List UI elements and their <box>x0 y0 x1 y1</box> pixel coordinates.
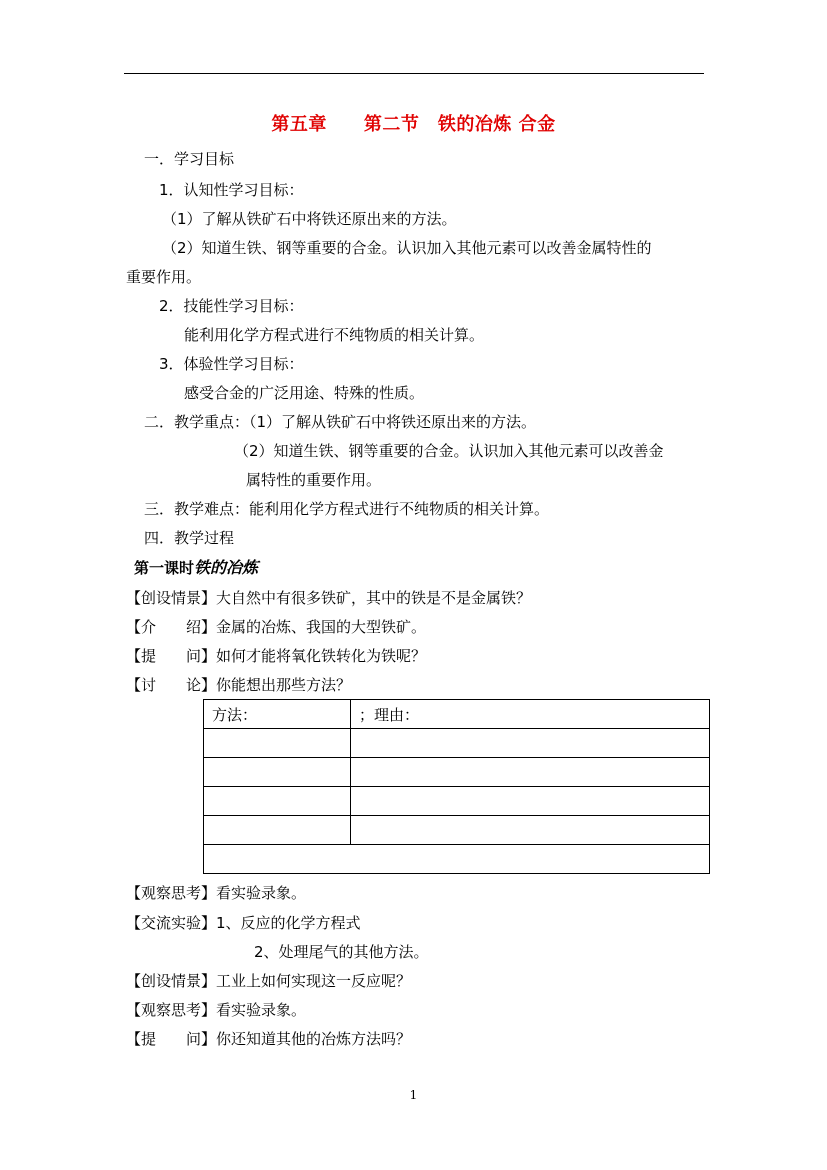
process-item-3-text: 如何才能将氧化铁转化为铁呢？ <box>216 647 427 665</box>
process-item-3-label: 【提 问】 <box>126 647 217 665</box>
reason-cell[interactable] <box>351 729 710 758</box>
objectives-heading: 一．学习目标 <box>144 150 235 168</box>
merged-cell[interactable] <box>204 845 710 874</box>
cognitive-item-2: （2）知道生铁、钢等重要的合金。认识加入其他元素可以改善金属特性的 <box>162 239 652 257</box>
lesson-prefix: 第一课时 <box>134 559 195 577</box>
methods-table <box>203 699 710 874</box>
reason-cell[interactable] <box>351 758 710 787</box>
process-item-4-label: 【讨 论】 <box>126 676 217 694</box>
after-table-item-2: 【交流实验】1、反应的化学方程式 <box>126 914 361 932</box>
cognitive-heading: 1．认知性学习目标： <box>159 181 304 199</box>
table-row <box>204 787 710 816</box>
after-table-item-5-label: 【提 问】 <box>126 1030 217 1048</box>
table-row <box>204 816 710 845</box>
cognitive-item-1: （1）了解从铁矿石中将铁还原出来的方法。 <box>162 210 457 228</box>
skill-item-1: 能利用化学方程式进行不纯物质的相关计算。 <box>184 326 485 344</box>
header-rule <box>124 73 704 74</box>
method-cell[interactable] <box>204 758 351 787</box>
after-table-item-1: 【观察思考】看实验录象。 <box>126 884 307 902</box>
process-item-1: 【创设情景】大自然中有很多铁矿，其中的铁是不是金属铁？ <box>126 589 532 607</box>
experience-heading: 3．体验性学习目标： <box>159 355 304 373</box>
key-points-line-2: （2）知道生铁、钢等重要的合金。认识加入其他元素可以改善金 <box>234 442 664 460</box>
method-cell[interactable] <box>204 816 351 845</box>
after-table-item-4: 【观察思考】看实验录象。 <box>126 1001 307 1019</box>
after-table-item-2-sub: 2、处理尾气的其他方法。 <box>254 943 429 961</box>
process-item-4-text: 你能想出那些方法？ <box>216 676 352 694</box>
process-item-2 <box>126 617 426 637</box>
process-item-2-text: 金属的冶炼、我国的大型铁矿。 <box>216 618 427 636</box>
experience-item-1: 感受合金的广泛用途、特殊的性质。 <box>184 384 425 402</box>
key-points-line-3: 属特性的重要作用。 <box>246 471 382 489</box>
page-number: 1 <box>409 1088 418 1102</box>
cognitive-item-2-cont: 重要作用。 <box>126 268 202 286</box>
page-title: 第五章 第二节 铁的冶炼 合金 <box>271 114 556 135</box>
reason-cell[interactable] <box>351 787 710 816</box>
after-table-item-5-text: 你还知道其他的冶炼方法吗？ <box>216 1030 412 1048</box>
after-table-item-3: 【创设情景】工业上如何实现这一反应呢？ <box>126 972 412 990</box>
reason-cell[interactable] <box>351 816 710 845</box>
reason-column-header: ；理由： <box>351 700 710 729</box>
method-column-header: 方法： <box>204 700 351 729</box>
lesson-title: 铁的冶炼 <box>194 558 259 577</box>
process-item-2-label: 【介 绍】 <box>126 618 217 636</box>
skill-heading: 2．技能性学习目标： <box>159 297 304 315</box>
process-item-4 <box>126 675 351 695</box>
table-row <box>204 729 710 758</box>
method-cell[interactable] <box>204 787 351 816</box>
difficulty-line: 三．教学难点：能利用化学方程式进行不纯物质的相关计算。 <box>144 500 550 518</box>
table-row <box>204 758 710 787</box>
process-item-3 <box>126 646 426 666</box>
key-points-line-1: 二．教学重点：（1）了解从铁矿石中将铁还原出来的方法。 <box>144 413 537 431</box>
after-table-item-5 <box>126 1029 411 1049</box>
method-cell[interactable] <box>204 729 351 758</box>
table-footer-row <box>204 845 710 874</box>
lesson-heading <box>134 558 258 578</box>
process-heading: 四．教学过程 <box>144 529 235 547</box>
table-header-row <box>204 700 710 729</box>
